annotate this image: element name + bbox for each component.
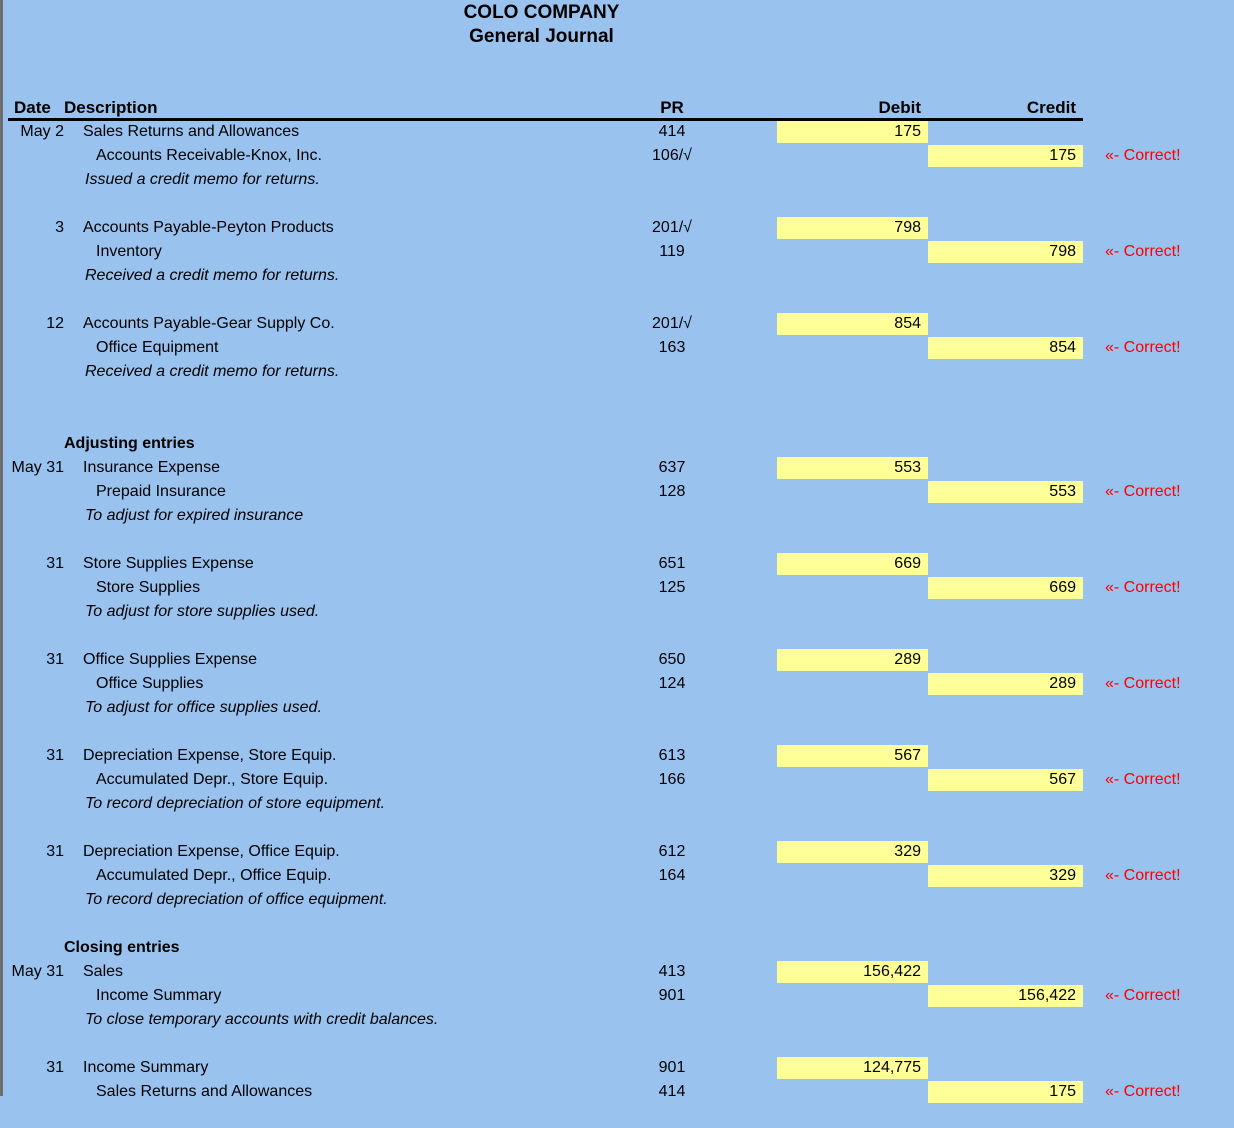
correct-annotation: «- Correct!	[1105, 987, 1181, 1004]
correct-annotation: «- Correct!	[1105, 339, 1181, 356]
journal-row	[0, 1008, 1234, 1032]
journal-row	[0, 960, 1234, 984]
col-header-debit: Debit	[878, 98, 921, 117]
company-name: COLO COMPANY	[463, 2, 620, 23]
debit-amount-cell[interactable]: 567	[777, 745, 928, 767]
journal-title: General Journal	[469, 26, 614, 47]
journal-row	[0, 264, 1234, 288]
correct-annotation: «- Correct!	[1105, 243, 1181, 260]
date-cell: 3	[55, 219, 64, 236]
debit-amount-cell[interactable]: 124,775	[777, 1057, 928, 1079]
journal-row	[0, 768, 1234, 792]
debit-account-cell: Sales Returns and Allowances	[83, 123, 300, 140]
memo-cell: To adjust for office supplies used.	[85, 699, 322, 716]
correct-annotation: «- Correct!	[1105, 579, 1181, 596]
memo-cell: To adjust for expired insurance	[85, 507, 304, 524]
credit-account-cell: Accumulated Depr., Office Equip.	[96, 867, 332, 884]
journal-row	[0, 552, 1234, 576]
credit-account-cell: Accumulated Depr., Store Equip.	[96, 771, 329, 788]
credit-amount-cell[interactable]: 567	[928, 769, 1083, 791]
credit-account-cell: Prepaid Insurance	[96, 483, 226, 500]
pr-cell: 106/√	[652, 147, 692, 164]
journal-row	[0, 240, 1234, 264]
date-cell: 31	[46, 555, 64, 572]
pr-cell: 124	[658, 675, 686, 692]
journal-row	[0, 672, 1234, 696]
credit-account-cell: Sales Returns and Allowances	[96, 1083, 313, 1100]
pr-cell: 901	[658, 987, 686, 1004]
journal-row	[0, 456, 1234, 480]
credit-amount-cell[interactable]: 329	[928, 865, 1083, 887]
journal-row	[0, 840, 1234, 864]
credit-amount-cell[interactable]: 854	[928, 337, 1083, 359]
debit-amount-cell[interactable]: 156,422	[777, 961, 928, 983]
journal-row	[0, 576, 1234, 600]
pr-cell: 612	[658, 843, 686, 860]
journal-row	[0, 1104, 1234, 1128]
memo-cell: Issued a credit memo for returns.	[85, 171, 320, 188]
debit-amount-cell[interactable]: 798	[777, 217, 928, 239]
debit-account-cell: Office Supplies Expense	[83, 651, 258, 668]
pr-cell: 414	[658, 1083, 686, 1100]
memo-cell: To record depreciation of store equipment.	[85, 795, 386, 812]
journal-row	[0, 936, 1234, 960]
col-header-credit: Credit	[1026, 98, 1076, 117]
memo-cell: Received a credit memo for returns.	[85, 267, 340, 284]
pr-cell: 650	[658, 651, 686, 668]
journal-row	[0, 312, 1234, 336]
journal-row	[0, 648, 1234, 672]
credit-account-cell: Income Summary	[96, 987, 222, 1004]
pr-cell: 164	[658, 867, 686, 884]
pr-cell: 128	[658, 483, 686, 500]
debit-amount-cell[interactable]: 553	[777, 457, 928, 479]
debit-amount-cell[interactable]: 329	[777, 841, 928, 863]
journal-row	[0, 336, 1234, 360]
pr-cell: 414	[658, 123, 686, 140]
credit-amount-cell[interactable]: 175	[928, 145, 1083, 167]
credit-amount-cell[interactable]: 669	[928, 577, 1083, 599]
pr-cell: 901	[658, 1059, 686, 1076]
credit-amount-cell[interactable]: 798	[928, 241, 1083, 263]
date-cell: May 2	[20, 123, 64, 140]
pr-cell: 651	[658, 555, 686, 572]
correct-annotation: «- Correct!	[1105, 675, 1181, 692]
col-header-description: Description	[64, 98, 158, 117]
memo-cell: To adjust for store supplies used.	[85, 603, 320, 620]
date-cell: 31	[46, 747, 64, 764]
journal-row	[0, 1056, 1234, 1080]
date-cell: 31	[46, 651, 64, 668]
memo-cell: To record depreciation of office equipment.	[85, 891, 388, 908]
journal-row	[0, 696, 1234, 720]
debit-amount-cell[interactable]: 854	[777, 313, 928, 335]
pr-cell: 413	[658, 963, 686, 980]
date-cell: 31	[46, 1059, 64, 1076]
credit-account-cell: Inventory	[96, 243, 162, 260]
journal-row	[0, 864, 1234, 888]
section-header: Closing entries	[64, 939, 180, 956]
debit-account-cell: Accounts Payable-Gear Supply Co.	[83, 315, 335, 332]
journal-row	[0, 432, 1234, 456]
credit-account-cell: Store Supplies	[96, 579, 201, 596]
pr-cell: 119	[659, 243, 685, 260]
debit-account-cell: Depreciation Expense, Store Equip.	[83, 747, 337, 764]
debit-account-cell: Depreciation Expense, Office Equip.	[83, 843, 340, 860]
credit-amount-cell[interactable]: 553	[928, 481, 1083, 503]
pr-cell: 163	[658, 339, 686, 356]
debit-account-cell: Store Supplies Expense	[83, 555, 254, 572]
journal-row	[0, 600, 1234, 624]
journal-row	[0, 216, 1234, 240]
credit-amount-cell[interactable]: 175	[928, 1081, 1083, 1103]
journal-row	[0, 744, 1234, 768]
correct-annotation: «- Correct!	[1105, 1083, 1181, 1100]
col-header-date: Date	[14, 98, 51, 117]
credit-account-cell: Office Equipment	[96, 339, 219, 356]
date-cell: 31	[46, 843, 64, 860]
debit-account-cell: Insurance Expense	[83, 459, 220, 476]
pr-cell: 166	[658, 771, 686, 788]
pr-cell: 125	[658, 579, 686, 596]
correct-annotation: «- Correct!	[1105, 483, 1181, 500]
journal-row	[0, 144, 1234, 168]
journal-row	[0, 888, 1234, 912]
journal-row	[0, 120, 1234, 144]
pr-cell: 637	[658, 459, 686, 476]
debit-account-cell: Accounts Payable-Peyton Products	[83, 219, 334, 236]
pr-cell: 613	[658, 747, 686, 764]
debit-account-cell: Income Summary	[83, 1059, 209, 1076]
journal-row	[0, 792, 1234, 816]
memo-cell: To close temporary accounts with credit balances.	[85, 1011, 439, 1028]
credit-account-cell: Accounts Receivable-Knox, Inc.	[96, 147, 322, 164]
pr-cell: 201/√	[652, 315, 692, 332]
date-cell: May 31	[11, 459, 64, 476]
correct-annotation: «- Correct!	[1105, 147, 1181, 164]
correct-annotation: «- Correct!	[1105, 867, 1181, 884]
journal-row	[0, 480, 1234, 504]
correct-annotation: «- Correct!	[1105, 771, 1181, 788]
col-header-pr: PR	[660, 98, 684, 117]
date-cell: 12	[46, 315, 64, 332]
journal-row	[0, 168, 1234, 192]
memo-cell: Received a credit memo for returns.	[85, 363, 340, 380]
debit-account-cell: Sales	[83, 963, 124, 980]
credit-amount-cell[interactable]: 289	[928, 673, 1083, 695]
credit-amount-cell[interactable]: 156,422	[928, 985, 1083, 1007]
credit-account-cell: Office Supplies	[96, 675, 204, 692]
section-header: Adjusting entries	[64, 435, 195, 452]
header-row	[0, 96, 1234, 120]
debit-amount-cell[interactable]: 289	[777, 649, 928, 671]
pr-cell: 201/√	[652, 219, 692, 236]
journal-row	[0, 984, 1234, 1008]
journal-row	[0, 504, 1234, 528]
debit-amount-cell[interactable]: 175	[777, 121, 928, 143]
debit-amount-cell[interactable]: 669	[777, 553, 928, 575]
date-cell: May 31	[11, 963, 64, 980]
journal-row	[0, 360, 1234, 384]
journal-row	[0, 1080, 1234, 1104]
